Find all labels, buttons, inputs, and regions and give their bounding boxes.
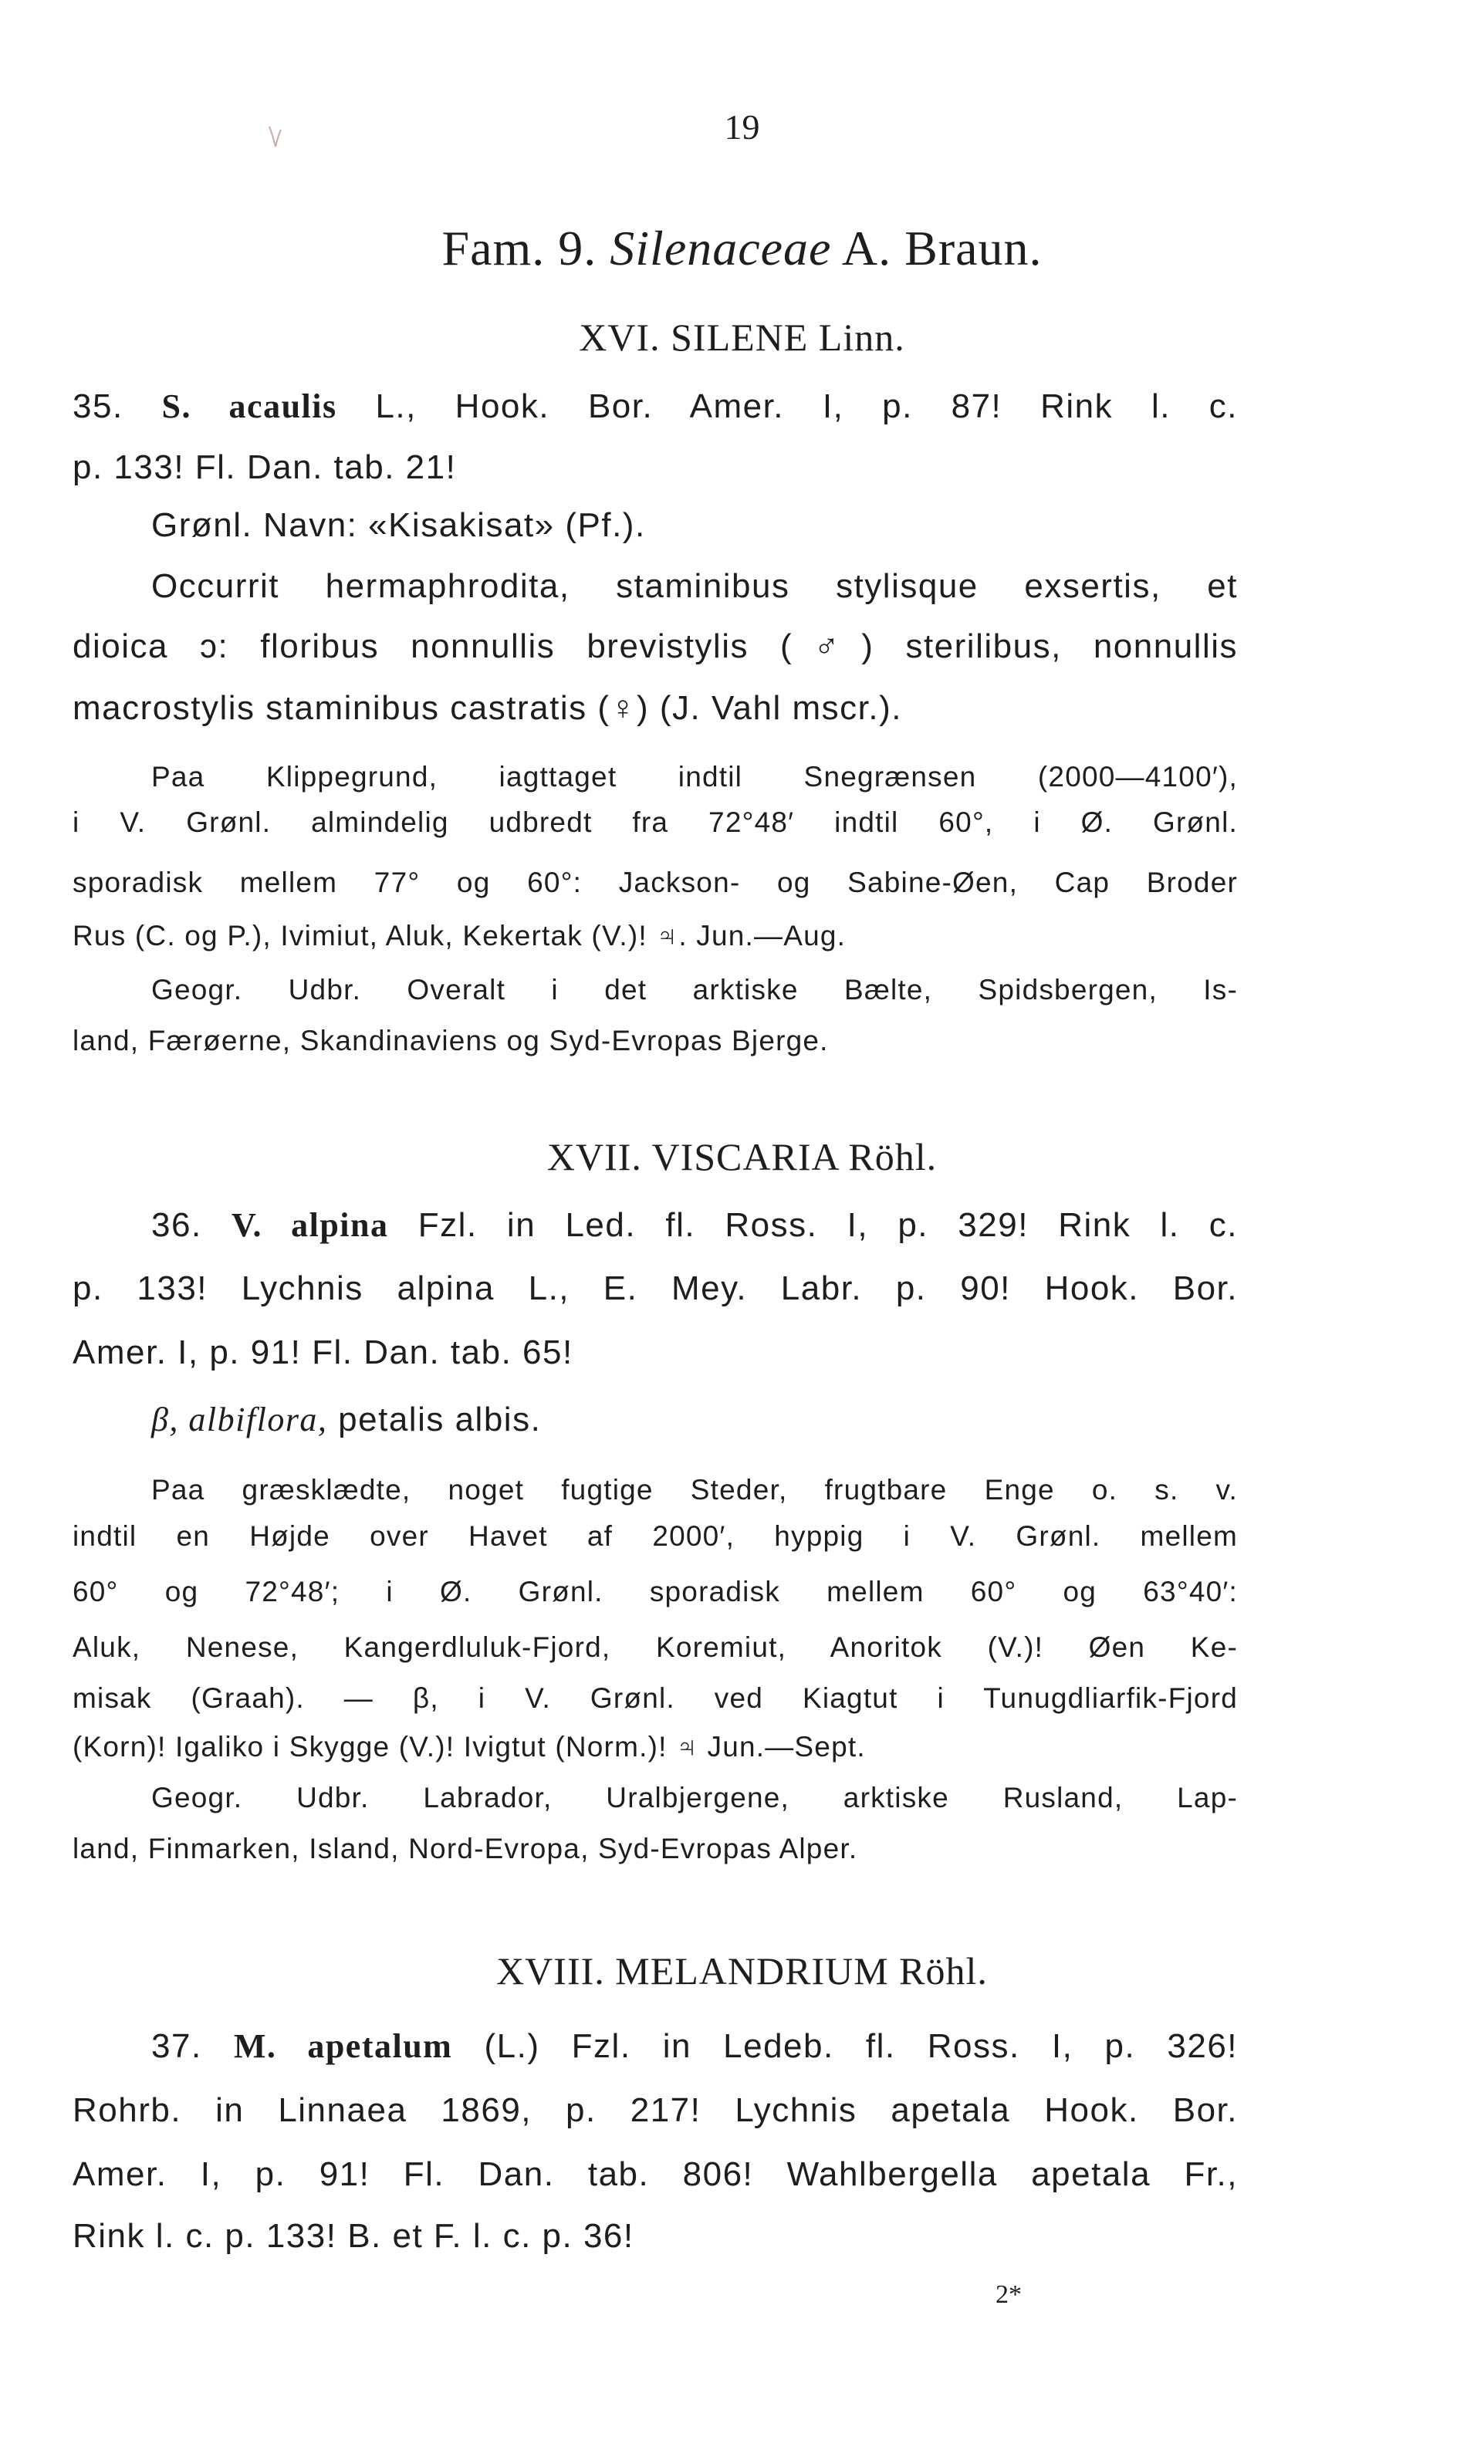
species-36-line-1	[151, 1205, 1238, 1245]
species-35-line-2: p. 133! Fl. Dan. tab. 21!	[73, 448, 457, 486]
species-36-habitat-2: indtil en Højde over Havet af 2000′, hyppig i V. Grønl. mellem	[73, 1520, 1238, 1552]
species-36-habitat-1: Paa græsklædte, noget fugtige Steder, frugtbare Enge o. s. v.	[151, 1474, 1238, 1506]
species-35-distribution-1: Geogr. Udbr. Overalt i det arktiske Bælte, Spidsbergen, Is-	[151, 974, 1238, 1006]
page-number: 19	[724, 107, 760, 147]
citation-text: Fzl. in Led. fl. Ross. I, p. 329! Rink l. c.	[388, 1206, 1239, 1244]
species-name: M. apetalum	[233, 2027, 453, 2065]
species-37-line-4: Rink l. c. p. 133! B. et F. l. c. p. 36!	[73, 2217, 634, 2255]
family-name: Silenaceae	[610, 221, 832, 275]
species-number: 37.	[151, 2027, 234, 2065]
species-35-habitat-2: i V. Grønl. almindelig udbredt fra 72°48′ indtil 60°, i Ø. Grønl.	[73, 806, 1238, 838]
species-36-habitat-3: 60° og 72°48′; i Ø. Grønl. sporadisk mellem 60° og 63°40′:	[73, 1576, 1238, 1607]
species-36-variety	[151, 1400, 1238, 1439]
species-37-line-1	[151, 2026, 1238, 2066]
species-36-habitat-6: (Korn)! Igaliko i Skygge (V.)! Ivigtut (Norm.)! ♃ Jun.—Sept.	[73, 1731, 866, 1763]
species-35-vernacular: Grønl. Navn: «Kisakisat» (Pf.).	[151, 506, 646, 544]
species-36-line-2: p. 133! Lychnis alpina L., E. Mey. Labr. p. 90! Hook. Bor.	[73, 1269, 1238, 1307]
species-35-line-6: macrostylis staminibus castratis (♀) (J. Vahl mscr.).	[73, 689, 902, 727]
variety-name: β, albiflora,	[151, 1401, 328, 1438]
family-prefix: Fam. 9.	[441, 221, 597, 275]
species-name: S. acaulis	[161, 387, 337, 425]
variety-description: petalis albis.	[327, 1401, 542, 1438]
species-35-habitat-4: Rus (C. og P.), Ivimiut, Aluk, Kekertak (V.)! ♃. Jun.—Aug.	[73, 920, 847, 951]
citation-text: L., Hook. Bor. Amer. I, p. 87! Rink l. c.	[336, 387, 1238, 425]
species-36-habitat-4: Aluk, Nenese, Kangerdluluk-Fjord, Koremiut, Anoritok (V.)! Øen Ke-	[73, 1631, 1238, 1663]
genus-heading-silene: XVI. SILENE Linn.	[579, 316, 905, 359]
species-36-line-3: Amer. I, p. 91! Fl. Dan. tab. 65!	[73, 1333, 573, 1371]
species-35-line-4: Occurrit hermaphrodita, staminibus stylisque exsertis, et	[151, 567, 1238, 605]
species-36-habitat-5: misak (Graah). — β, i V. Grønl. ved Kiagtut i Tunugdliarfik-Fjord	[73, 1682, 1238, 1714]
species-name: V. alpina	[231, 1206, 389, 1244]
genus-heading-melandrium: XVIII. MELANDRIUM Röhl.	[496, 1949, 988, 1992]
species-35-habitat-1: Paa Klippegrund, iagttaget indtil Snegrænsen (2000—4100′),	[151, 761, 1238, 793]
family-heading	[0, 220, 1484, 277]
species-37-line-3: Amer. I, p. 91! Fl. Dan. tab. 806! Wahlbergella apetala Fr.,	[73, 2155, 1238, 2193]
species-36-distribution-1: Geogr. Udbr. Labrador, Uralbjergene, arktiske Rusland, Lap-	[151, 1782, 1238, 1813]
citation-text: (L.) Fzl. in Ledeb. fl. Ross. I, p. 326!	[452, 2027, 1239, 2065]
species-35-habitat-3: sporadisk mellem 77° og 60°: Jackson- og Sabine-Øen, Cap Broder	[73, 867, 1238, 898]
species-36-distribution-2: land, Finmarken, Island, Nord-Evropa, Syd-Evropas Alper.	[73, 1833, 858, 1864]
species-number: 35.	[73, 387, 162, 425]
genus-heading-viscaria: XVII. VISCARIA Röhl.	[546, 1135, 938, 1178]
species-35-distribution-2: land, Færøerne, Skandinaviens og Syd-Evropas Bjerge.	[73, 1025, 829, 1056]
species-35-line-5: dioica ɔ: floribus nonnullis brevistylis (♂) sterilibus, nonnullis	[73, 627, 1238, 665]
species-37-line-2: Rohrb. in Linnaea 1869, p. 217! Lychnis apetala Hook. Bor.	[73, 2091, 1238, 2129]
family-author: A. Braun.	[841, 221, 1043, 275]
species-number: 36.	[151, 1206, 232, 1244]
printer-signature: 2*	[996, 2280, 1022, 2309]
species-35-line-1	[73, 387, 1238, 426]
